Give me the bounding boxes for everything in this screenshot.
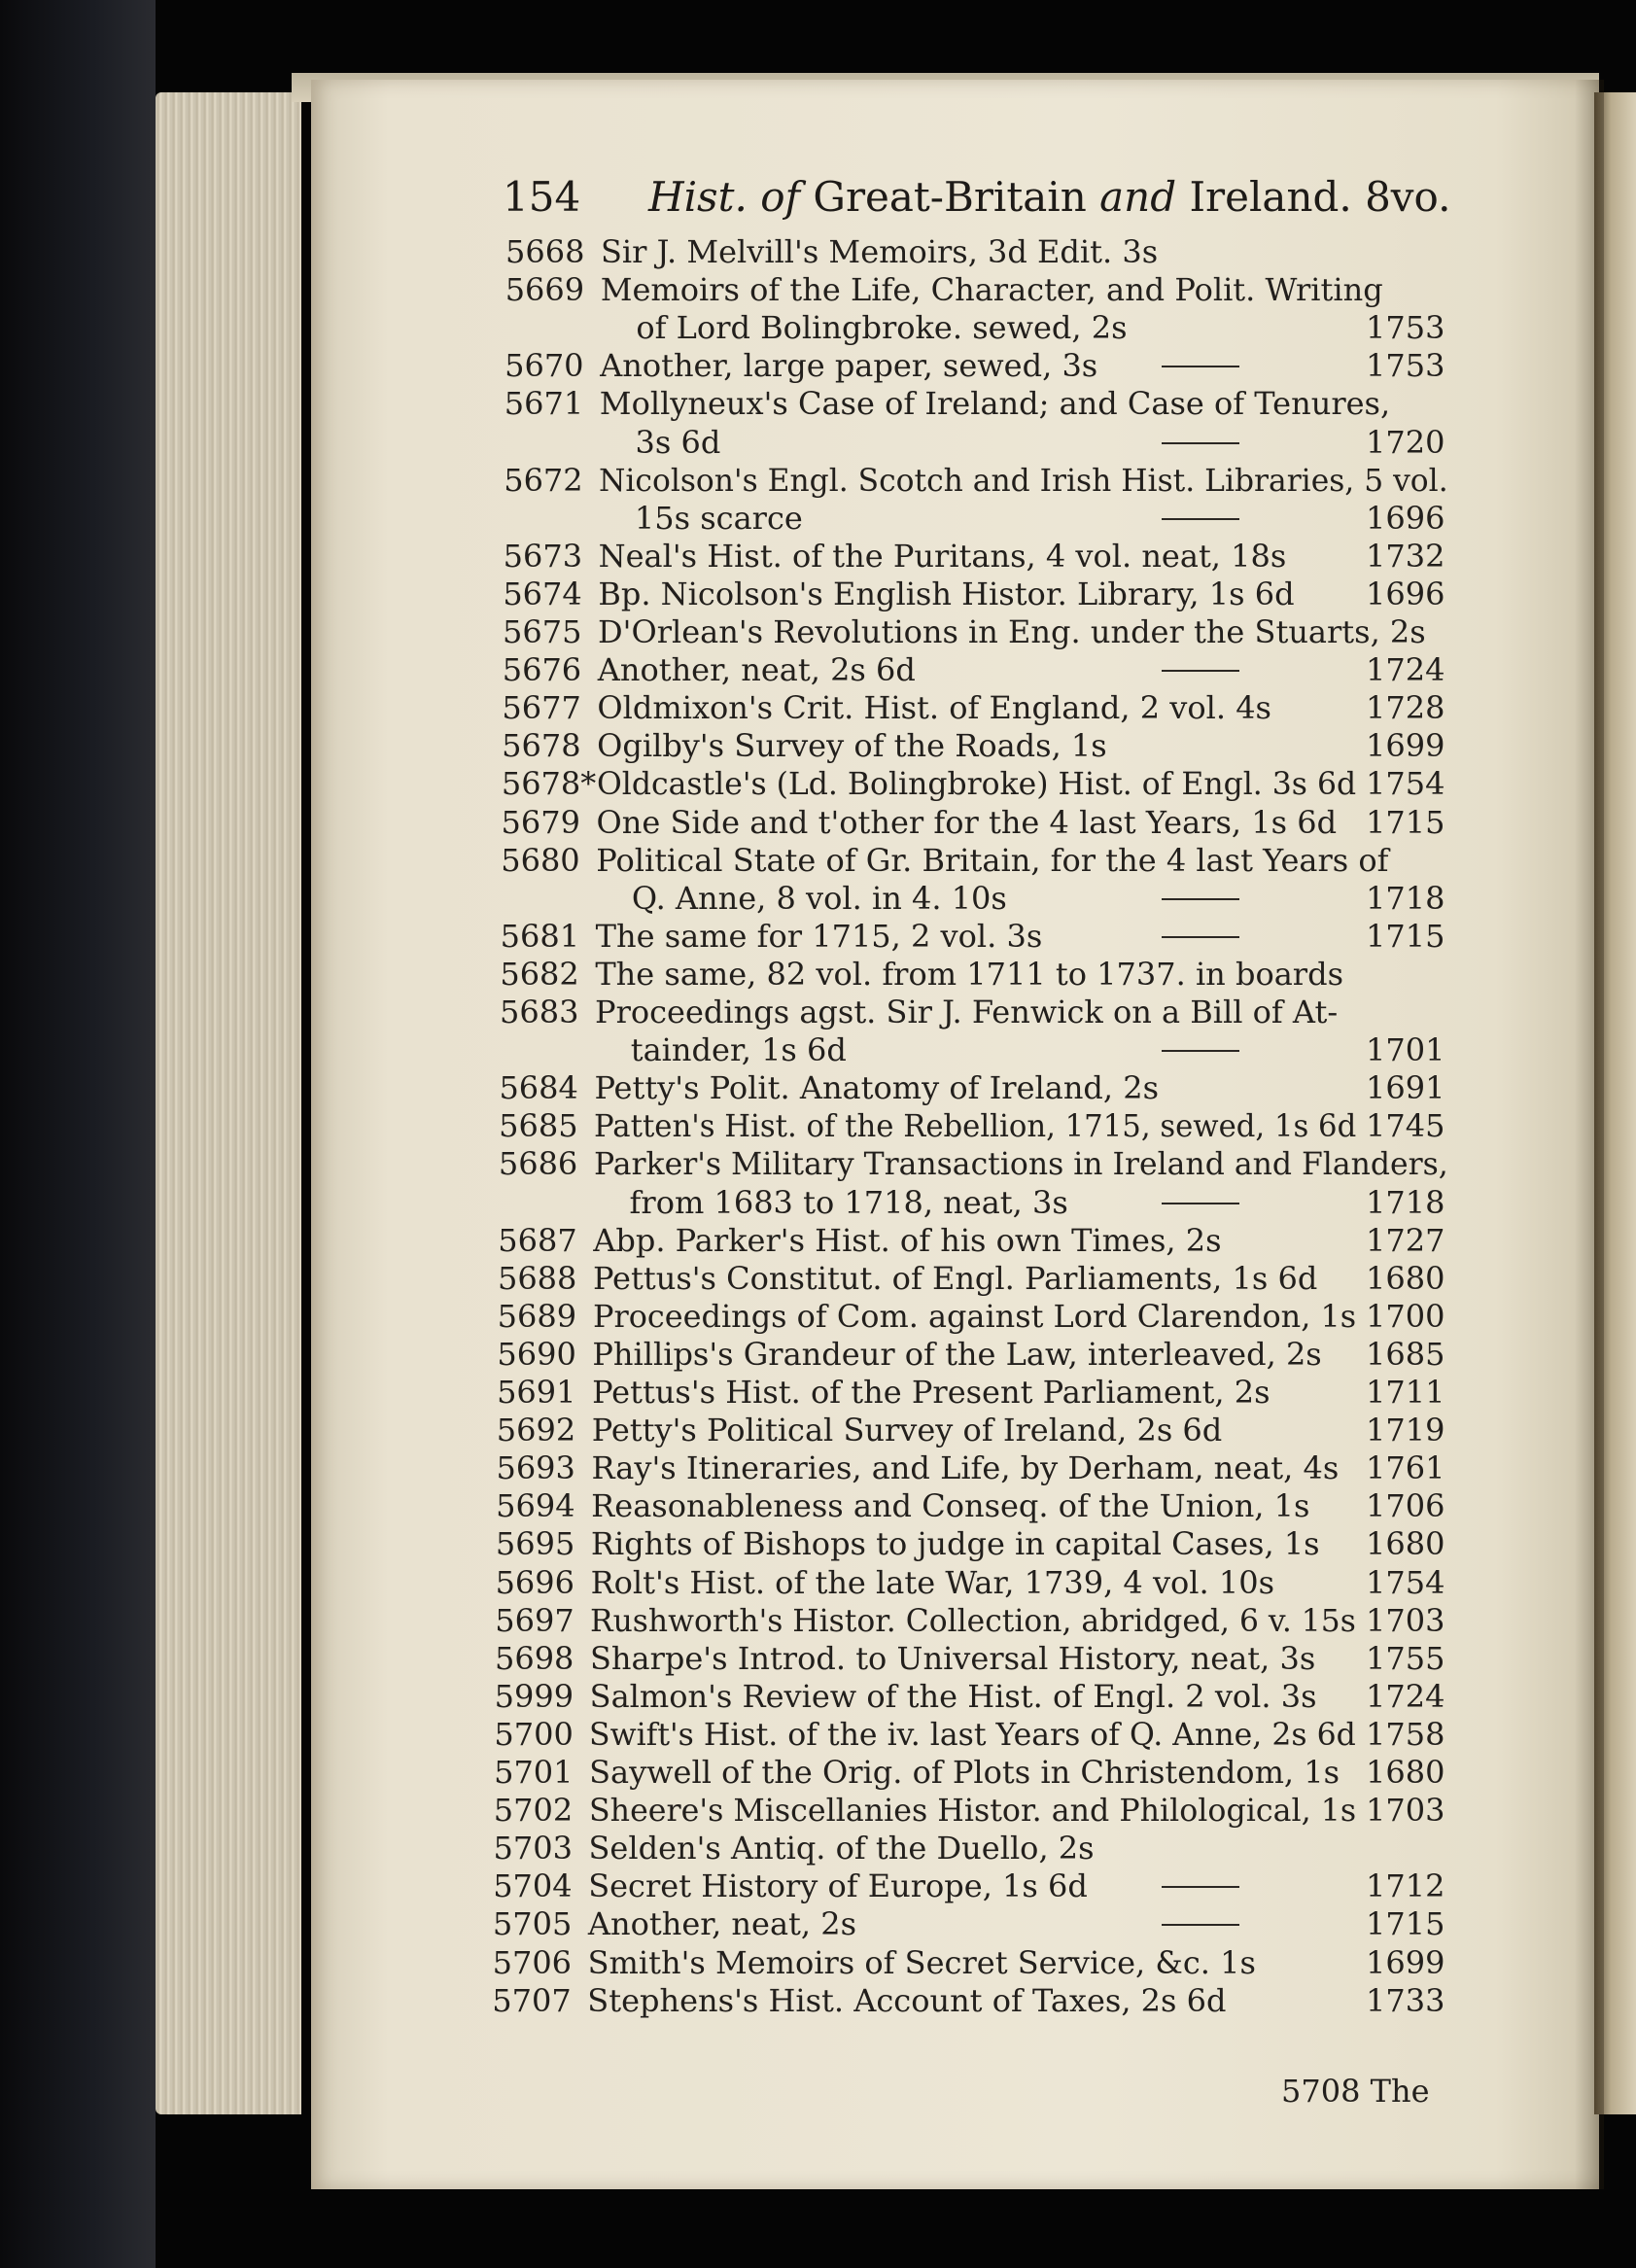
lot-number: 5684 — [499, 1069, 578, 1107]
catalogue-entry — [0, 880, 1636, 917]
catalogue-entry — [0, 385, 1636, 422]
catalogue-entry — [0, 1716, 1636, 1753]
catalogue-entry — [0, 918, 1636, 955]
catalogue-entry — [0, 727, 1636, 764]
entry-title: Swift's Hist. of the iv. last Years of Q. Anne, 2s 6d — [589, 1715, 1357, 1753]
publication-year: 1728 — [1366, 689, 1445, 727]
catalogue-entry — [0, 765, 1636, 802]
catalogue-entry — [0, 994, 1636, 1030]
catalogue-entry — [0, 1754, 1636, 1791]
entry-title: The same, 82 vol. from 1711 to 1737. in boards — [595, 955, 1343, 993]
catalogue-entry — [0, 651, 1636, 688]
entry-title: Q. Anne, 8 vol. in 4. 10s — [631, 879, 1007, 917]
publication-year: 1754 — [1366, 765, 1445, 803]
publication-year: 1701 — [1366, 1031, 1445, 1069]
lot-number: 5690 — [497, 1335, 576, 1373]
catalogue-entry — [0, 1184, 1636, 1221]
lot-number: 5683 — [500, 994, 579, 1030]
catalogue-entry — [0, 271, 1636, 308]
entry-title: Selden's Antiq. of the Duello, 2s — [588, 1830, 1095, 1867]
entry-title: Oldmixon's Crit. Hist. of England, 2 vol. 4s — [597, 689, 1271, 727]
entry-title: One Side and t'other for the 4 last Years, 1s 6d — [596, 803, 1338, 841]
title-part: Hist. — [648, 173, 748, 221]
entry-title: Secret History of Europe, 1s 6d — [588, 1867, 1088, 1905]
lot-number: 5695 — [495, 1525, 575, 1563]
entry-title: Stephens's Hist. Account of Taxes, 2s 6d — [587, 1981, 1227, 2019]
catalogue-entry — [0, 576, 1636, 612]
entry-title: Rushworth's Histor. Collection, abridged, 6 v. 15s — [590, 1601, 1357, 1639]
publication-year: 1680 — [1366, 1259, 1445, 1297]
lot-number: 5679 — [501, 803, 580, 841]
catalogue-entry — [0, 462, 1636, 499]
title-part: Great-Britain — [813, 173, 1100, 221]
publication-year: 1715 — [1366, 1905, 1445, 1943]
catalogue-entry — [0, 309, 1636, 346]
catalogue-entry — [0, 1107, 1636, 1144]
catalogue-entry — [0, 1525, 1636, 1562]
lot-number: 5682 — [500, 955, 579, 993]
publication-year: 1758 — [1366, 1715, 1445, 1753]
lot-number: 5698 — [494, 1639, 574, 1677]
publication-year: 1724 — [1366, 651, 1445, 689]
entry-title: 15s scarce — [634, 499, 803, 537]
catalogue-entry — [0, 1602, 1636, 1639]
catalogue-entry — [0, 956, 1636, 993]
publication-year: 1718 — [1366, 1183, 1445, 1221]
entry-title: Petty's Political Survey of Ireland, 2s 6d — [591, 1412, 1223, 1449]
entry-title: Pettus's Hist. of the Present Parliament, 2s — [592, 1374, 1271, 1411]
catalogue-entry — [0, 1944, 1636, 1981]
publication-year: 1732 — [1366, 537, 1445, 575]
catalogue-entry — [0, 1487, 1636, 1524]
entry-title: Pettus's Constitut. of Engl. Parliaments, 1s 6d — [592, 1259, 1318, 1297]
entry-title: Another, neat, 2s 6d — [597, 651, 916, 689]
publication-year: 1719 — [1366, 1412, 1445, 1449]
entry-title: Sheere's Miscellanies Histor. and Philological, 1s — [588, 1792, 1356, 1830]
rule-dash — [1162, 1050, 1239, 1052]
lot-number: 5672 — [504, 461, 583, 499]
rule-dash — [1162, 1924, 1239, 1926]
lot-number: 5670 — [505, 347, 584, 385]
catalogue-entry — [0, 1145, 1636, 1182]
entry-title: Reasonableness and Conseq. of the Union, 1s — [591, 1487, 1310, 1525]
publication-year: 1711 — [1366, 1374, 1445, 1411]
entry-title: Bp. Nicolson's English Histor. Library, 1s 6d — [598, 575, 1295, 612]
publication-year: 1720 — [1366, 423, 1445, 461]
entry-title: Patten's Hist. of the Rebellion, 1715, sewed, 1s 6d — [594, 1107, 1357, 1145]
lot-number: 5680 — [501, 841, 580, 879]
lot-number: 5677 — [502, 689, 581, 727]
catalogue-entry — [0, 1792, 1636, 1829]
entry-title: Neal's Hist. of the Puritans, 4 vol. neat, 18s — [598, 537, 1287, 575]
catalogue-entry — [0, 1905, 1636, 1942]
entry-title: Memoirs of the Life, Character, and Polit. Writing — [600, 271, 1383, 309]
lot-number: 5696 — [495, 1563, 574, 1601]
catalogue-entry — [0, 1260, 1636, 1297]
lot-number: 5668 — [505, 233, 585, 270]
publication-year: 1718 — [1366, 879, 1445, 917]
entry-title: Phillips's Grandeur of the Law, interleaved, 2s — [592, 1335, 1322, 1373]
catalogue-entry — [0, 538, 1636, 575]
publication-year: 1703 — [1366, 1601, 1445, 1639]
lot-number: 5694 — [496, 1487, 575, 1525]
catalogue-entry — [0, 1678, 1636, 1715]
publication-year: 1733 — [1366, 1981, 1445, 2019]
publication-year: 1715 — [1366, 803, 1445, 841]
entry-title: Parker's Military Transactions in Ireland and Flanders, — [593, 1145, 1448, 1183]
title-part: of — [747, 173, 814, 221]
publication-year: 1680 — [1366, 1754, 1445, 1791]
entry-title: Mollyneux's Case of Ireland; and Case of Tenures, — [599, 385, 1391, 423]
publication-year: 1755 — [1366, 1639, 1445, 1677]
publication-year: 1761 — [1366, 1449, 1445, 1487]
rule-dash — [1162, 898, 1239, 900]
entry-title: Political State of Gr. Britain, for the 4 last Years of — [596, 841, 1389, 879]
catalogue-entry — [0, 804, 1636, 841]
entry-title: Abp. Parker's Hist. of his own Times, 2s — [593, 1221, 1222, 1259]
title-part: Ireland. 8vo. — [1176, 173, 1451, 221]
catalogue-entry — [0, 424, 1636, 461]
catalogue-entry — [0, 233, 1636, 270]
catalogue-entry — [0, 1564, 1636, 1601]
lot-number: 5678 — [502, 727, 581, 765]
publication-year: 1700 — [1366, 1297, 1445, 1335]
catalogue-entry — [0, 1867, 1636, 1904]
publication-year: 1706 — [1366, 1487, 1445, 1525]
entry-title: Another, neat, 2s — [587, 1905, 857, 1943]
entry-title: Another, large paper, sewed, 3s — [600, 347, 1098, 385]
catalogue-entry — [0, 1031, 1636, 1068]
catalogue-entry — [0, 1412, 1636, 1448]
publication-year: 1715 — [1366, 917, 1445, 955]
lot-number: 5693 — [496, 1449, 575, 1487]
publication-year: 1703 — [1366, 1792, 1445, 1830]
lot-number: 5692 — [496, 1412, 576, 1449]
lot-number: 5681 — [500, 917, 580, 955]
lot-number: 5687 — [498, 1221, 577, 1259]
entry-title: 3s 6d — [635, 423, 721, 461]
publication-year: 1685 — [1366, 1335, 1445, 1373]
entry-title: The same for 1715, 2 vol. 3s — [595, 917, 1043, 955]
lot-number: 5706 — [492, 1943, 573, 1981]
entry-title: Petty's Polit. Anatomy of Ireland, 2s — [594, 1069, 1160, 1107]
lot-number: 5678* — [501, 765, 597, 803]
entry-title: Proceedings of Com. against Lord Clarendon, 1s — [592, 1297, 1356, 1335]
entry-title: of Lord Bolingbroke. sewed, 2s — [636, 309, 1128, 347]
publication-year: 1680 — [1366, 1525, 1445, 1563]
lot-number: 5704 — [493, 1867, 573, 1905]
publication-year: 1699 — [1366, 727, 1445, 765]
rule-dash — [1162, 936, 1239, 938]
lot-number: 5999 — [494, 1677, 574, 1715]
catchword: 5708 The — [1281, 2073, 1430, 2110]
lot-number: 5691 — [497, 1374, 576, 1411]
lot-number: 5701 — [494, 1754, 574, 1791]
entry-title: from 1683 to 1718, neat, 3s — [629, 1183, 1068, 1221]
publication-year: 1691 — [1366, 1069, 1445, 1107]
catalogue-entry — [0, 500, 1636, 537]
lot-number: 5671 — [504, 385, 584, 423]
rule-dash — [1162, 670, 1239, 672]
publication-year: 1754 — [1366, 1563, 1445, 1601]
catalogue-entry — [0, 1336, 1636, 1373]
lot-number: 5676 — [502, 651, 582, 689]
lot-number: 5707 — [492, 1981, 572, 2019]
title-part: and — [1099, 173, 1177, 221]
lot-number: 5703 — [493, 1830, 573, 1867]
entry-title: Rights of Bishops to judge in capital Cases, 1s — [590, 1525, 1320, 1563]
publication-year: 1712 — [1366, 1867, 1445, 1905]
entry-title: Sir J. Melvill's Memoirs, 3d Edit. 3s — [601, 233, 1159, 270]
rule-dash — [1162, 1886, 1239, 1888]
entry-title: Oldcastle's (Ld. Bolingbroke) Hist. of Engl. 3s 6d — [596, 765, 1356, 803]
entry-title: Saywell of the Orig. of Plots in Christendom, 1s — [589, 1754, 1340, 1791]
lot-number: 5686 — [498, 1145, 578, 1183]
entry-title: Rolt's Hist. of the late War, 1739, 4 vol. 10s — [590, 1563, 1274, 1601]
entry-title: Nicolson's Engl. Scotch and Irish Hist. Libraries, 5 vol. — [599, 461, 1448, 499]
lot-number: 5688 — [497, 1259, 577, 1297]
publication-year: 1727 — [1366, 1221, 1445, 1259]
publication-year: 1753 — [1366, 309, 1445, 347]
catalogue-entry — [0, 1298, 1636, 1335]
entry-title: Sharpe's Introd. to Universal History, neat, 3s — [589, 1639, 1316, 1677]
entry-title: Smith's Memoirs of Secret Service, &c. 1s — [587, 1943, 1256, 1981]
entry-title: Proceedings agst. Sir J. Fenwick on a Bill of At- — [595, 994, 1339, 1030]
page-number: 154 — [503, 173, 581, 221]
entry-title: Ogilby's Survey of the Roads, 1s — [597, 727, 1107, 765]
lot-number: 5685 — [499, 1107, 578, 1145]
lot-number: 5674 — [503, 575, 582, 612]
entry-title: Salmon's Review of the Hist. of Engl. 2 vol. 3s — [589, 1677, 1317, 1715]
publication-year: 1753 — [1366, 347, 1445, 385]
catalogue-entry — [0, 1222, 1636, 1259]
entry-title: tainder, 1s 6d — [630, 1031, 847, 1069]
rule-dash — [1162, 1203, 1239, 1204]
lot-number: 5700 — [494, 1715, 574, 1753]
lot-number: 5705 — [492, 1905, 573, 1943]
lot-number: 5669 — [505, 271, 585, 309]
rule-dash — [1162, 442, 1239, 444]
catalogue-entry — [0, 842, 1636, 879]
catalogue-entry — [0, 1640, 1636, 1677]
lot-number: 5675 — [503, 613, 582, 650]
publication-year: 1699 — [1366, 1943, 1445, 1981]
catalogue-entry — [0, 1374, 1636, 1411]
catalogue-entry — [0, 1830, 1636, 1867]
catalogue-entry — [0, 347, 1636, 384]
publication-year: 1724 — [1366, 1677, 1445, 1715]
publication-year: 1745 — [1366, 1107, 1445, 1145]
entry-title: D'Orlean's Revolutions in Eng. under the Stuarts, 2s — [598, 613, 1426, 650]
catalogue-entry — [0, 613, 1636, 650]
publication-year: 1696 — [1366, 575, 1445, 612]
publication-year: 1696 — [1366, 499, 1445, 537]
catalogue-entry — [0, 689, 1636, 726]
lot-number: 5697 — [495, 1601, 574, 1639]
lot-number: 5689 — [497, 1297, 577, 1335]
catalogue-entry — [0, 1982, 1636, 2019]
lot-number: 5702 — [493, 1792, 574, 1830]
lot-number: 5673 — [503, 537, 583, 575]
catalogue-entry — [0, 1449, 1636, 1486]
rule-dash — [1162, 366, 1239, 367]
catalogue-entry — [0, 1069, 1636, 1106]
rule-dash — [1162, 518, 1239, 520]
entry-title: Ray's Itineraries, and Life, by Derham, neat, 4s — [591, 1449, 1340, 1487]
